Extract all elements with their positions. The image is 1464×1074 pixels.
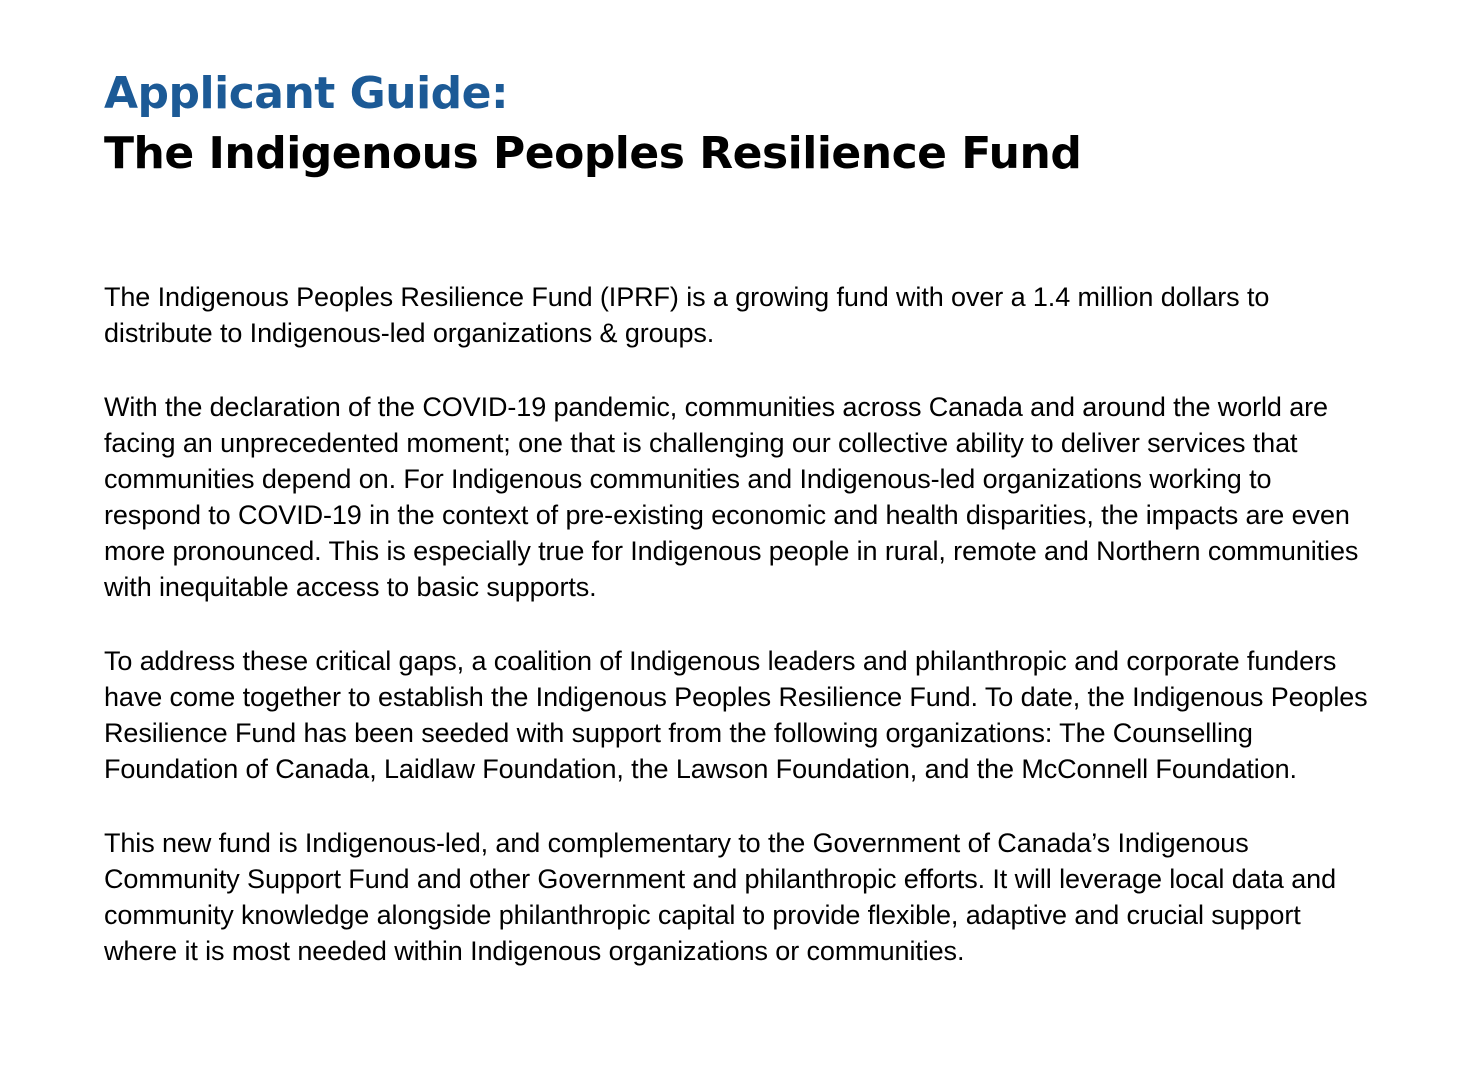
document-body — [104, 279, 1374, 969]
document-title: The Indigenous Peoples Resilience Fund — [104, 128, 1082, 179]
paragraph-intro: The Indigenous Peoples Resilience Fund (IPRF) is a growing fund with over a 1.4 million dollars to distribute to Indigenous-led organizations & groups. — [104, 282, 1270, 348]
paragraph-covid-context: With the declaration of the COVID-19 pandemic, communities across Canada and around the world are facing an unprecedented moment; one that is challenging our collective ability to deliver services that communities depend on. For Indigenous communities and Indigenous-led organizations working to respond to COVID-19 in the context of pre-existing economic and health disparities, the impacts are even more pronounced. This is especially true for Indigenous people in rural, remote and Northern communities with inequitable access to basic supports. — [104, 392, 1359, 602]
document-page — [104, 64, 1374, 1007]
paragraph-fund-approach: This new fund is Indigenous-led, and complementary to the Government of Canada’s Indigenous Community Support Fund and other Government and philanthropic efforts. It will leverage local data and community knowledge alongside philanthropic capital to provide flexible, adaptive and crucial support where it is most needed within Indigenous organizations or communities. — [104, 828, 1336, 966]
paragraph-coalition: To address these critical gaps, a coalition of Indigenous leaders and philanthropic and corporate funders have come together to establish the Indigenous Peoples Resilience Fund. To date, the Indigenous Peoples Resilience Fund has been seeded with support from the following organizations: The Counselling Foundation of Canada, Laidlaw Foundation, the Lawson Foundation, and the McConnell Foundation. — [104, 646, 1368, 784]
document-title-label: Applicant Guide: — [104, 68, 509, 119]
